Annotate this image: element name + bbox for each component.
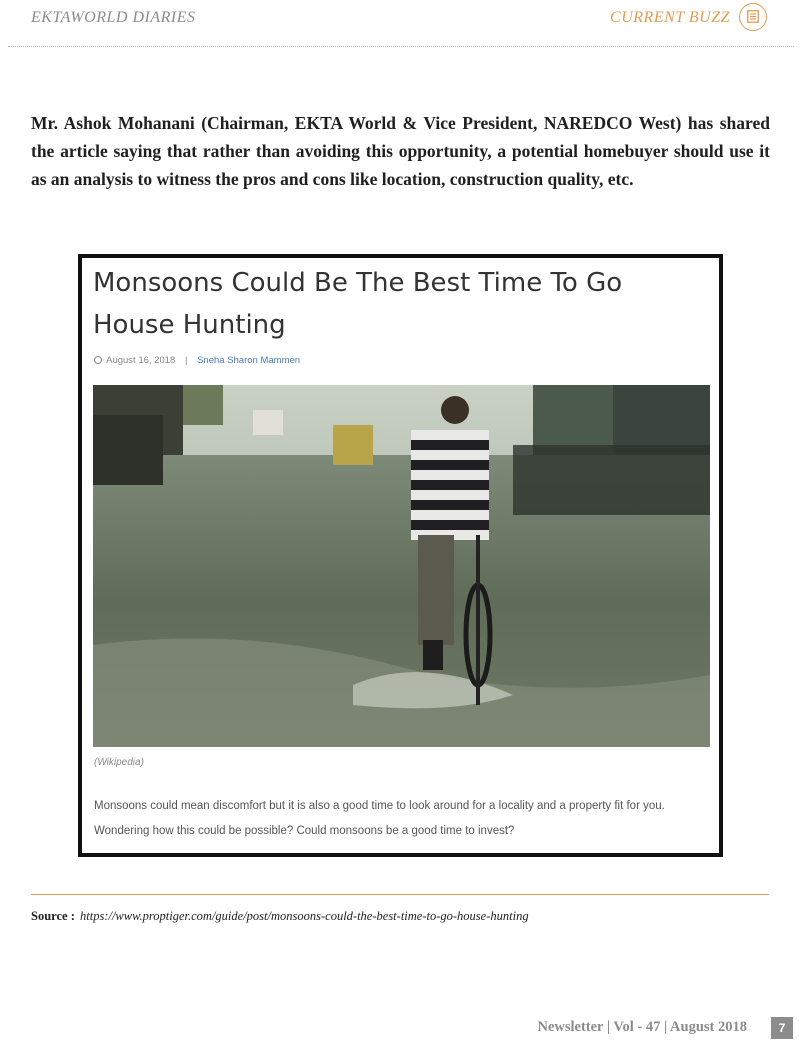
page-number: 7 [771,1017,793,1039]
flooded-street-photo [93,385,710,747]
article-author: Sneha Sharon Mammen [197,355,301,366]
article-summary: Monsoons could mean discomfort but it is also a good time to look around for a locality and a property fit for you. Wondering how this could be possible? Could monsoons be a good time to invest? [94,800,665,837]
meta-separator: | [184,355,188,366]
article-meta [94,355,300,366]
article-title: Monsoons Could Be The Best Time To Go House Hunting [93,268,623,340]
intro-paragraph: Mr. Ashok Mohanani (Chairman, EKTA World & Vice President, NAREDCO West) has shared the article saying that rather than avoiding this opportunity, a potential homebuyer should use it as an analysis to witness the pros and cons like location, construction quality, etc. [31,113,770,189]
clock-icon [94,356,102,364]
source-line [31,909,529,924]
source-url-link[interactable]: https://www.proptiger.com/guide/post/monsoons-could-the-best-time-to-go-house-hunting [80,909,529,923]
article-date: August 16, 2018 [106,355,176,366]
source-label: Source : [31,909,75,923]
photo-caption: (Wikipedia) [94,757,144,768]
newsletter-title: EKTAWORLD DIARIES [31,9,196,26]
header-divider [8,46,794,47]
newspaper-icon [739,3,767,31]
article-clipping [78,254,723,857]
footer-issue-info: Newsletter | Vol - 47 | August 2018 [537,1019,747,1035]
section-title: CURRENT BUZZ [610,9,730,26]
section-divider [31,894,769,895]
